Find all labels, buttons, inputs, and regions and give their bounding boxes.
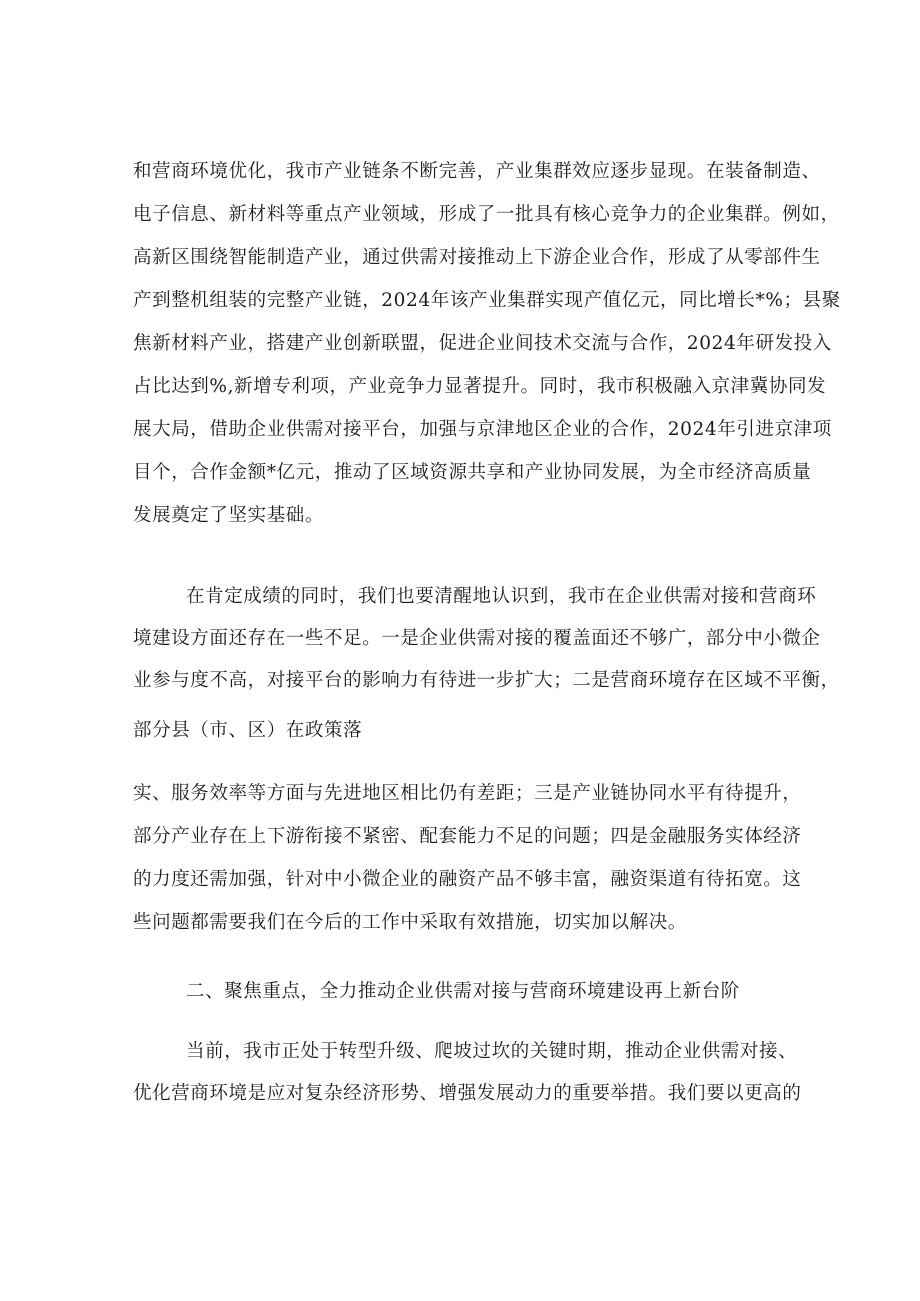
paragraph-1-line-6: 占比达到%,新增专利项，产业竞争力显著提升。同时，我市积极融入京津冀协同发 [133,376,827,397]
paragraph-1-line-5: 焦新材料产业，搭建产业创新联盟，促进企业间技术交流与合作，2024年研发投入 [133,333,832,354]
section-heading-2: 二、聚焦重点，全力推动企业供需对接与营商环境建设再上新台阶 [186,981,740,1002]
paragraph-1-line-9: 发展奠定了坚实基础。 [133,505,325,526]
paragraph-2-line-2: 境建设方面还存在一些不足。一是企业供需对接的覆盖面还不够广，部分中小微企 [133,628,821,649]
paragraph-3-line-2: 部分产业存在上下游衔接不紧密、配套能力不足的问题；四是金融服务实体经济 [133,826,802,847]
paragraph-4-line-1: 当前，我市正处于转型升级、爬坡过坎的关键时期，推动企业供需对接、 [186,1041,798,1062]
paragraph-1-line-3: 高新区围绕智能制造产业，通过供需对接推动上下游企业合作，形成了从零部件生 [133,247,821,268]
paragraph-4-line-2: 优化营商环境是应对复杂经济形势、增强发展动力的重要举措。我们要以更高的 [133,1083,802,1104]
paragraph-2-line-3: 业参与度不高，对接平台的影响力有待进一步扩大；二是营商环境存在区域不平衡， [133,670,840,691]
paragraph-1-line-4: 产到整机组装的完整产业链，2024年该产业集群实现产值亿元，同比增长*%；县聚 [133,290,841,311]
paragraph-2-line-1: 在肯定成绩的同时，我们也要清醒地认识到，我市在企业供需对接和营商环 [186,586,817,607]
paragraph-2-line-4: 部分县（市、区）在政策落 [133,720,363,741]
paragraph-1-line-2: 电子信息、新材料等重点产业领域，形成了一批具有核心竞争力的企业集群。例如， [133,204,840,225]
paragraph-1-line-1: 和营商环境优化，我市产业链条不断完善，产业集群效应逐步显现。在装备制造、 [133,161,821,182]
paragraph-1-line-7: 展大局，借助企业供需对接平台，加强与京津地区企业的合作，2024年引进京津项 [133,419,832,440]
paragraph-3-line-3: 的力度还需加强，针对中小微企业的融资产品不够丰富，融资渠道有待拓宽。这 [133,869,802,890]
paragraph-3-line-4: 些问题都需要我们在今后的工作中采取有效措施，切实加以解决。 [133,912,687,933]
paragraph-3-line-1: 实、服务效率等方面与先进地区相比仍有差距；三是产业链协同水平有待提升， [133,783,802,804]
paragraph-1-line-8: 目个，合作金额*亿元，推动了区域资源共享和产业协同发展，为全市经济高质量 [133,462,812,483]
